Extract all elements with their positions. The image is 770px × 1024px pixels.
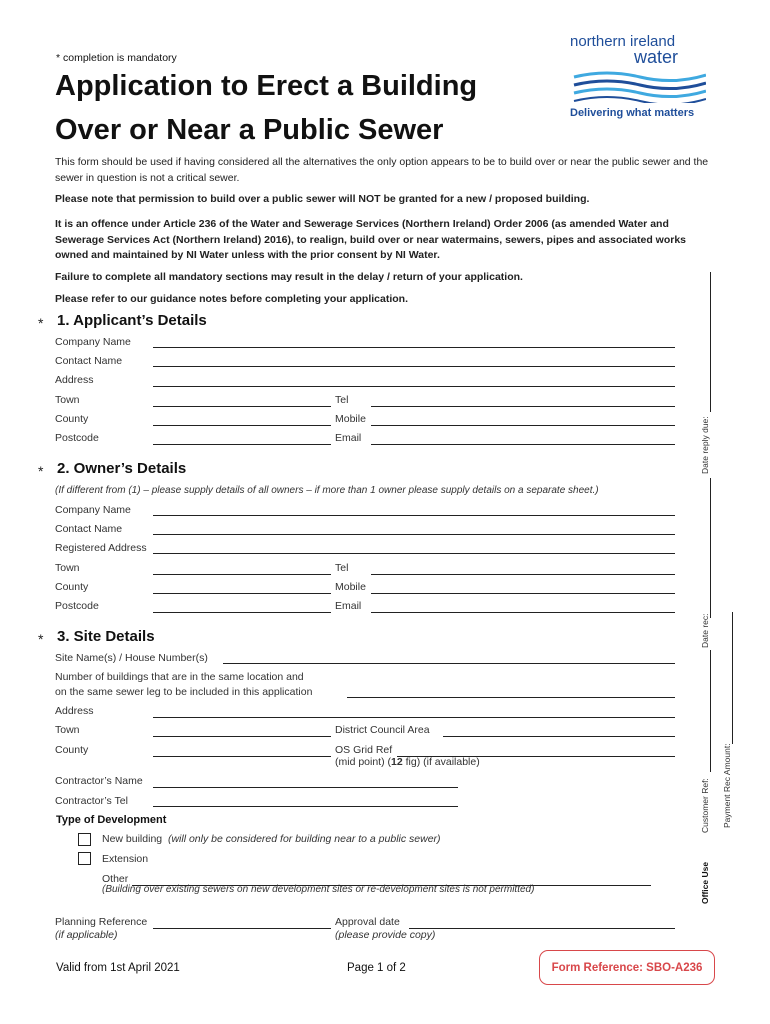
- date-reply-label: Date reply due:: [700, 416, 710, 474]
- os-grid-field[interactable]: [397, 756, 675, 757]
- logo-text-line2: water: [634, 47, 679, 67]
- site-address-field[interactable]: [153, 717, 675, 718]
- num-buildings-label-2: on the same sewer leg to be included in this application: [55, 686, 313, 698]
- date-rec-line[interactable]: [710, 478, 711, 618]
- owner-contact-label: Contact Name: [55, 523, 123, 535]
- form-reference-box: [539, 950, 715, 985]
- os-grid-sublabel: (mid point) (12 fig) (if available): [335, 756, 480, 768]
- mandatory-note: * completion is mandatory: [56, 52, 177, 64]
- customer-ref-label: Customer Ref:: [700, 778, 710, 833]
- permission-note: Please note that permission to build over a public sewer will NOT be granted for a new / proposed building.: [55, 193, 590, 205]
- os-grid-label: OS Grid Ref: [335, 744, 393, 756]
- owner-mobile-label: Mobile: [335, 581, 366, 593]
- owner-company-field[interactable]: [153, 515, 675, 516]
- section2-title: 2. Owner’s Details: [57, 460, 187, 477]
- mandatory-star: *: [38, 631, 44, 647]
- payment-rec-line[interactable]: [732, 612, 733, 744]
- contractor-name-label: Contractor’s Name: [55, 775, 143, 787]
- mobile-label: Mobile: [335, 413, 366, 425]
- postcode-label: Postcode: [55, 432, 99, 444]
- owner-town-label: Town: [55, 562, 80, 574]
- site-name-label: Site Name(s) / House Number(s): [55, 652, 208, 664]
- page-number: Page 1 of 2: [347, 962, 406, 974]
- num-buildings-field[interactable]: [347, 697, 675, 698]
- approval-date-sublabel: (please provide copy): [335, 929, 436, 941]
- date-rec-label: Date rec:: [700, 613, 710, 648]
- town-label: Town: [55, 394, 80, 406]
- district-field[interactable]: [443, 736, 675, 737]
- extension-checkbox[interactable]: [78, 852, 91, 865]
- contractor-name-field[interactable]: [153, 787, 458, 788]
- approval-date-field[interactable]: [409, 928, 675, 929]
- owner-email-field[interactable]: [371, 612, 675, 613]
- owner-company-label: Company Name: [55, 504, 131, 516]
- extension-label: Extension: [102, 853, 149, 865]
- contractor-tel-field[interactable]: [153, 806, 458, 807]
- planning-ref-label: Planning Reference: [55, 916, 148, 928]
- site-address-label: Address: [55, 705, 94, 717]
- address-label: Address: [55, 374, 94, 386]
- wave-icon: [572, 69, 706, 103]
- section1-title: 1. Applicant’s Details: [57, 312, 207, 329]
- site-town-field[interactable]: [153, 736, 331, 737]
- email-field[interactable]: [371, 444, 675, 445]
- owner-tel-field[interactable]: [371, 574, 675, 575]
- owner-postcode-label: Postcode: [55, 600, 99, 612]
- company-name-label: Company Name: [55, 336, 131, 348]
- owner-tel-label: Tel: [335, 562, 349, 574]
- logo-text-line1: northern ireland: [570, 33, 676, 50]
- tel-label: Tel: [335, 394, 349, 406]
- guidance-note: Please refer to our guidance notes before completing your application.: [55, 293, 408, 305]
- owner-contact-field[interactable]: [153, 534, 675, 535]
- num-buildings-label-1: Number of buildings that are in the same location and: [55, 671, 304, 683]
- site-town-label: Town: [55, 724, 80, 736]
- offence-note: It is an offence under Article 236 of the Water and Sewerage Services (Northern Ireland) Order 2006 (as amended Water and Sewerage Services Act (Northern Ireland) 2016), to realign, build over or near watermains, sewers, pipes and associated works owned and maintained by NI Water unless with the prior consent by NI Water.: [55, 218, 687, 261]
- owner-note: (If different from (1) – please supply details of all owners – if more than 1 owner please supply details on a separate sheet.): [55, 485, 599, 496]
- site-county-label: County: [55, 744, 89, 756]
- contact-name-label: Contact Name: [55, 355, 123, 367]
- other-label: Other: [102, 873, 129, 885]
- owner-mobile-field[interactable]: [371, 593, 675, 594]
- address-field[interactable]: [153, 386, 675, 387]
- county-label: County: [55, 413, 89, 425]
- owner-email-label: Email: [335, 600, 362, 612]
- other-note: (Building over existing sewers on new development sites or re-development sites is not permitted): [102, 884, 535, 895]
- owner-county-field[interactable]: [153, 593, 331, 594]
- contact-name-field[interactable]: [153, 366, 675, 367]
- company-name-field[interactable]: [153, 347, 675, 348]
- owner-town-field[interactable]: [153, 574, 331, 575]
- office-use-label: Office Use: [700, 861, 710, 904]
- owner-county-label: County: [55, 581, 89, 593]
- registered-address-label: Registered Address: [55, 542, 147, 554]
- failure-note: Failure to complete all mandatory sections may result in the delay / return of your application.: [55, 271, 523, 283]
- registered-address-field[interactable]: [153, 553, 675, 554]
- mobile-field[interactable]: [371, 425, 675, 426]
- valid-from: Valid from 1st April 2021: [56, 962, 180, 974]
- planning-ref-sublabel: (if applicable): [55, 929, 118, 941]
- owner-postcode-field[interactable]: [153, 612, 331, 613]
- mandatory-star: *: [38, 463, 44, 479]
- date-reply-line[interactable]: [710, 272, 711, 412]
- customer-ref-line[interactable]: [710, 650, 711, 772]
- page-title-line2: Over or Near a Public Sewer: [55, 114, 444, 146]
- form-reference: Form Reference: SBO-A236: [551, 961, 703, 974]
- new-building-label: New building (will only be considered for building near to a public sewer): [102, 833, 441, 845]
- type-of-development-heading: Type of Development: [56, 814, 167, 826]
- district-label: District Council Area: [335, 724, 430, 736]
- contractor-tel-label: Contractor’s Tel: [55, 795, 128, 807]
- ni-water-logo: [566, 33, 716, 123]
- town-field[interactable]: [153, 406, 331, 407]
- payment-rec-label: Payment Rec Amount:: [722, 743, 732, 828]
- email-label: Email: [335, 432, 362, 444]
- mandatory-star: *: [38, 315, 44, 331]
- county-field[interactable]: [153, 425, 331, 426]
- approval-date-label: Approval date: [335, 916, 400, 928]
- logo-tagline: Delivering what matters: [570, 107, 695, 119]
- site-county-field[interactable]: [153, 756, 331, 757]
- site-name-field[interactable]: [223, 663, 675, 664]
- page-title-line1: Application to Erect a Building: [55, 70, 478, 102]
- postcode-field[interactable]: [153, 444, 331, 445]
- tel-field[interactable]: [371, 406, 675, 407]
- new-building-checkbox[interactable]: [78, 833, 91, 846]
- intro-paragraph: This form should be used if having considered all the alternatives the only option appears to be to build over or near the public sewer and the sewer in question is not a critical sewer.: [55, 156, 709, 184]
- planning-ref-field[interactable]: [153, 928, 331, 929]
- section3-title: 3. Site Details: [57, 628, 155, 645]
